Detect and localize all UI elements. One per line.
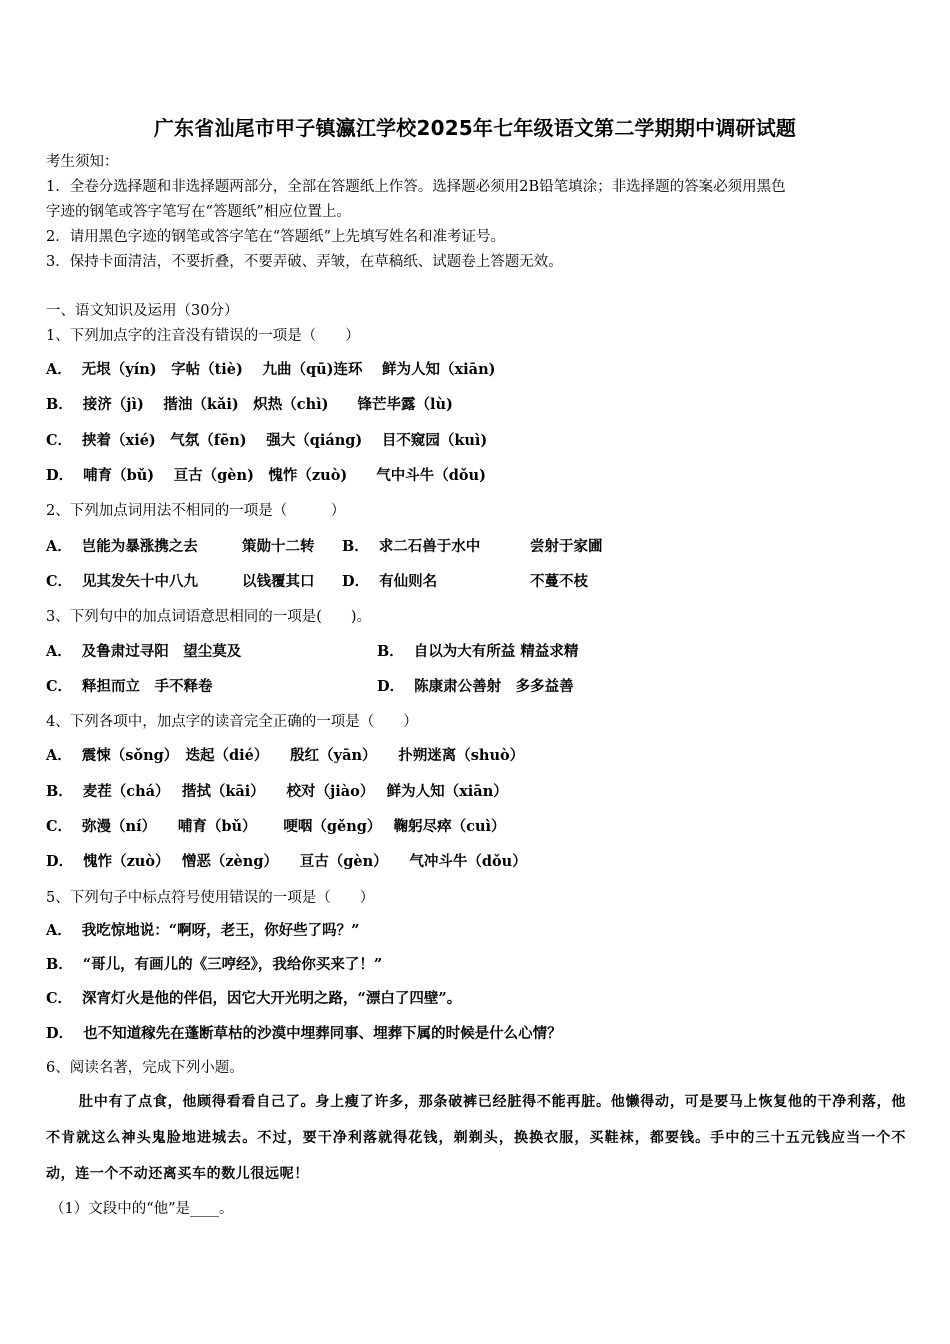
q1-option-c[interactable] [46, 431, 487, 451]
notice-heading: 考生须知： [46, 154, 119, 170]
q3-stem: 3、下列句中的加点词语意思相同的一项是( )。 [46, 609, 372, 625]
option-text: 岂能为暴涨携之去 [81, 538, 198, 555]
q2-stem: 2、下列加点词用法不相同的一项是（ ） [46, 503, 346, 519]
option-letter: C． [46, 573, 73, 590]
option-letter: B． [46, 396, 73, 413]
option-text: 震悚（sǒng） 迭起（dié） 殷红（yān） 扑朔迷离（shuò） [81, 747, 525, 764]
q3-option-c[interactable] [46, 677, 213, 697]
q5-option-a[interactable] [46, 921, 359, 941]
option-text: 也不知道稼先在蓬断草枯的沙漠中埋葬同事、埋葬下属的时候是什么心情？ [83, 1025, 562, 1042]
q4-option-b[interactable] [46, 782, 508, 802]
q2-option-a-part2: 策勋十二转 [242, 538, 315, 555]
q1-option-d[interactable] [46, 466, 486, 486]
q2-option-d-part2: 不蔓不枝 [530, 573, 588, 590]
option-letter: B． [46, 783, 73, 800]
option-text: 陈康肃公善射 多多益善 [414, 678, 574, 695]
notice-item-1: 1．全卷分选择题和非选择题两部分，全部在答题纸上作答。选择题必须用2B铅笔填涂；非选择题的答案必须用黑色 [46, 179, 786, 195]
q5-option-b[interactable] [46, 955, 382, 975]
option-letter: D． [342, 573, 370, 590]
q3-option-a[interactable] [46, 642, 241, 662]
notice-item-1-cont: 字迹的钢笔或答字笔写在“答题纸”相应位置上。 [46, 204, 351, 220]
q2-option-d[interactable] [342, 572, 437, 592]
q6-stem: 6、阅读名著，完成下列小题。 [46, 1060, 244, 1076]
option-letter: C． [46, 678, 73, 695]
option-text: 无垠（yín) 字帖（tiè) 九曲（qū)连环 鲜为人知（xiān) [81, 361, 496, 378]
q4-stem: 4、下列各项中，加点字的读音完全正确的一项是（ ） [46, 714, 418, 730]
q1-option-a[interactable] [46, 360, 495, 380]
q2-option-b[interactable] [342, 537, 480, 557]
option-text: 见其发矢十中八九 [82, 573, 199, 590]
q3-option-d[interactable] [377, 677, 574, 697]
option-text: 我吃惊地说：“啊呀，老王，你好些了吗？” [81, 922, 360, 939]
option-letter: B． [377, 643, 404, 660]
q5-stem: 5、下列句子中标点符号使用错误的一项是（ ） [46, 890, 375, 906]
q6-sub-question-1: （1）文段中的“他”是____。 [50, 1201, 234, 1217]
option-text: 麦茬（chá） 揩拭（kāi） 校对（jiào） 鲜为人知（xiān） [82, 783, 508, 800]
q2-option-b-part2: 尝射于家圃 [530, 538, 603, 555]
option-text: 挟着（xié) 气氛（fēn) 强大（qiáng) 目不窥园（kuì) [82, 432, 488, 449]
option-text: “哥儿，有画儿的《三哼经》，我给你买来了！” [82, 956, 383, 973]
notice-item-2: 2．请用黑色字迹的钢笔或答字笔在“答题纸”上先填写姓名和准考证号。 [46, 229, 506, 245]
q1-option-b[interactable] [46, 395, 453, 415]
option-text: 哺育（bǔ) 亘古（gèn) 愧怍（zuò) 气中斗牛（dǒu) [83, 467, 486, 484]
q2-options-row-2 [46, 572, 906, 592]
option-letter: C． [46, 818, 73, 835]
q5-option-d[interactable] [46, 1024, 562, 1044]
option-letter: D． [46, 467, 74, 484]
notice-item-3: 3．保持卡面清洁，不要折叠，不要弄破、弄皱，在草稿纸、试题卷上答题无效。 [46, 254, 563, 270]
reading-passage [46, 1084, 906, 1192]
q4-option-c[interactable] [46, 817, 506, 837]
q2-options-row-1 [46, 537, 906, 557]
q4-option-d[interactable] [46, 852, 527, 872]
option-letter: D． [377, 678, 405, 695]
passage-text: 肚中有了点食，他顾得看看自己了。身上瘦了许多，那条破裤已经脏得不能再脏。他懒得动，可是要马上恢复他的干净利落，他不肯就这么神头鬼脸地进城去。不过，要干净利落就得花钱，剃剃头，换换衣服，买鞋袜，都要钱。手中的三十五元钱应当一个不动，连一个不动还离买车的数儿很远呢！ [46, 1094, 906, 1182]
option-letter: A． [46, 643, 72, 660]
q3-options-row-1 [46, 642, 906, 662]
option-text: 愧怍（zuò） 憎恶（zèng） 亘古（gèn） 气冲斗牛（dǒu） [83, 853, 527, 870]
option-text: 及鲁肃过寻阳 望尘莫及 [81, 643, 242, 660]
q2-option-c[interactable] [46, 572, 198, 592]
option-letter: C． [46, 432, 73, 449]
q1-stem: 1、下列加点字的注音没有错误的一项是（ ） [46, 328, 360, 344]
option-letter: B． [46, 956, 73, 973]
option-letter: D． [46, 1025, 74, 1042]
option-letter: A． [46, 922, 72, 939]
option-text: 深宵灯火是他的伴侣，因它大开光明之路，“漂白了四壁”。 [82, 990, 462, 1007]
q3-option-b[interactable] [377, 642, 578, 662]
option-text: 弥漫（ní） 哺育（bǔ） 哽咽（gěng） 鞠躬尽瘁（cuì） [82, 818, 506, 835]
q2-option-c-part2: 以钱覆其口 [242, 573, 315, 590]
option-letter: A． [46, 361, 72, 378]
option-letter: B． [342, 538, 369, 555]
option-text: 释担而立 手不释卷 [82, 678, 213, 695]
option-letter: D． [46, 853, 74, 870]
q5-option-c[interactable] [46, 989, 461, 1009]
option-letter: C． [46, 990, 73, 1007]
option-text: 自以为大有所益 精益求精 [413, 643, 579, 660]
q3-options-row-2 [46, 677, 906, 697]
option-letter: A． [46, 747, 72, 764]
option-text: 有仙则名 [379, 573, 438, 590]
option-letter: A． [46, 538, 72, 555]
q4-option-a[interactable] [46, 746, 524, 766]
page-title: 广东省汕尾市甲子镇瀛江学校2025年七年级语文第二学期期中调研试题 [153, 116, 797, 140]
section-heading: 一、语文知识及运用（30分） [46, 303, 239, 319]
option-text: 求二石兽于水中 [378, 538, 481, 555]
q2-option-a[interactable] [46, 537, 198, 557]
option-text: 接济（jì) 揩油（kǎi) 炽热（chì) 锋芒毕露（lù) [82, 396, 453, 413]
